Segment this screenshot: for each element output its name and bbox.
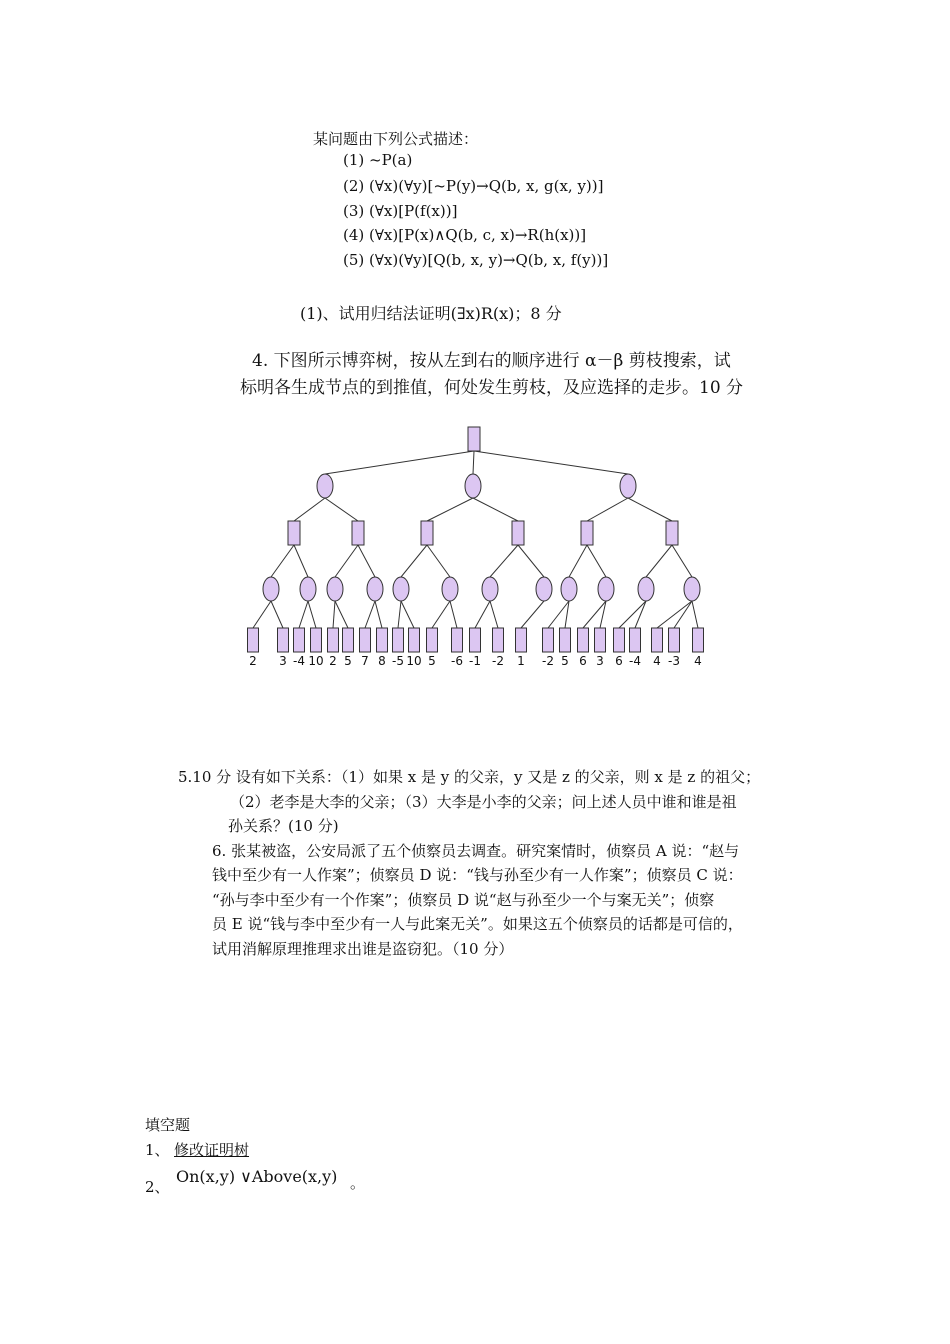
tree-edge — [271, 601, 283, 628]
leaf-value-label: 2 — [249, 654, 257, 668]
tree-edge — [569, 545, 587, 577]
leaf-node — [543, 628, 554, 652]
min-node — [327, 577, 343, 601]
game-tree-diagram — [0, 415, 950, 715]
leaf-value-label: 6 — [579, 654, 587, 668]
fill-blank-item-2-number: 2、 — [145, 1178, 170, 1196]
leaf-value-label: 10 — [406, 654, 422, 668]
fill-blank-item-2-formula: On(x,y) ∨Above(x,y) — [176, 1167, 338, 1186]
leaf-node — [328, 628, 339, 652]
min-node — [598, 577, 614, 601]
tree-edge — [521, 601, 544, 628]
tree-edge — [398, 601, 401, 628]
tree-edge — [299, 601, 308, 628]
tree-edge — [365, 601, 375, 628]
leaf-node — [452, 628, 463, 652]
leaf-value-label: -1 — [469, 654, 481, 668]
tree-edge — [427, 545, 450, 577]
leaf-value-label: 5 — [344, 654, 352, 668]
leaf-value-label: 6 — [615, 654, 623, 668]
leaf-node — [248, 628, 259, 652]
max-node — [512, 521, 524, 545]
min-node — [300, 577, 316, 601]
min-node — [684, 577, 700, 601]
min-node — [482, 577, 498, 601]
tree-edge — [450, 601, 457, 628]
q4-line-1: 4. 下图所示博弈树，按从左到右的顺序进行 α－β 剪枝搜索，试 — [252, 351, 731, 371]
formula-2: (2) (∀x)(∀y)[~P(y)→Q(b, x, g(x, y))] — [343, 177, 604, 195]
tree-edge — [475, 601, 490, 628]
leaf-value-label: -2 — [492, 654, 504, 668]
leaf-node — [294, 628, 305, 652]
leaf-value-label: -3 — [668, 654, 680, 668]
tree-edge — [401, 545, 427, 577]
q5-line-2: （2）老李是大李的父亲；（3）大李是小李的父亲；问上述人员中谁和谁是祖 — [230, 793, 737, 811]
min-node — [465, 474, 481, 498]
tree-edge — [401, 601, 414, 628]
min-node — [393, 577, 409, 601]
formula-5: (5) (∀x)(∀y)[Q(b, x, y)→Q(b, x, f(y))] — [343, 251, 609, 269]
fill-blank-title: 填空题 — [145, 1116, 191, 1134]
tree-edge — [587, 498, 628, 521]
leaf-node — [278, 628, 289, 652]
tree-edge — [619, 601, 646, 628]
formula-3: (3) (∀x)[P(f(x))] — [343, 202, 458, 220]
leaf-node — [630, 628, 641, 652]
leaf-node — [377, 628, 388, 652]
q3-intro: 某问题由下列公式描述： — [313, 130, 479, 148]
leaf-node — [652, 628, 663, 652]
tree-edge — [518, 545, 544, 577]
min-node — [561, 577, 577, 601]
leaf-node — [693, 628, 704, 652]
tree-edge — [294, 545, 308, 577]
leaf-value-label: 3 — [596, 654, 604, 668]
min-node — [263, 577, 279, 601]
tree-edge — [628, 498, 672, 521]
max-node — [421, 521, 433, 545]
leaf-value-label: -5 — [392, 654, 404, 668]
fill-blank-item-1-answer: 修改证明树 — [174, 1141, 250, 1159]
q5-line-3: 孙关系？(10 分) — [228, 817, 339, 835]
min-node — [442, 577, 458, 601]
leaf-node — [343, 628, 354, 652]
leaf-value-label: 4 — [694, 654, 702, 668]
q6-line-2: 钱中至少有一人作案”；侦察员 D 说：“钱与孙至少有一人作案”；侦察员 C 说： — [212, 866, 743, 884]
formula-4: (4) (∀x)[P(x)∧Q(b, c, x)→R(h(x))] — [343, 226, 587, 244]
tree-edge — [646, 545, 672, 577]
min-node — [638, 577, 654, 601]
tree-edge — [375, 601, 382, 628]
leaf-node — [409, 628, 420, 652]
leaf-value-label: 4 — [653, 654, 661, 668]
leaf-value-label: 3 — [279, 654, 287, 668]
leaf-value-label: 5 — [561, 654, 569, 668]
leaf-node — [578, 628, 589, 652]
tree-edge — [672, 545, 692, 577]
leaf-value-label: -2 — [542, 654, 554, 668]
min-node — [536, 577, 552, 601]
leaf-value-label: -4 — [629, 654, 641, 668]
tree-edge — [674, 601, 692, 628]
leaf-node — [614, 628, 625, 652]
q6-line-3: “孙与李中至少有一个作案”；侦察员 D 说“赵与孙至少一个与案无关”；侦察 — [212, 891, 715, 909]
tree-edge — [253, 601, 271, 628]
leaf-node — [493, 628, 504, 652]
leaf-value-label: 8 — [378, 654, 386, 668]
tree-edge — [335, 545, 358, 577]
leaf-value-label: 2 — [329, 654, 337, 668]
tree-edge — [474, 451, 628, 474]
max-node — [288, 521, 300, 545]
leaf-node — [311, 628, 322, 652]
leaf-node — [516, 628, 527, 652]
tree-edge — [335, 601, 348, 628]
leaf-node — [427, 628, 438, 652]
tree-edge — [325, 451, 474, 474]
tree-edge — [333, 601, 335, 628]
tree-edge — [490, 601, 498, 628]
max-node-root — [468, 427, 480, 451]
tree-edge — [490, 545, 518, 577]
leaf-node — [470, 628, 481, 652]
leaf-node — [393, 628, 404, 652]
leaf-value-label: -6 — [451, 654, 463, 668]
leaf-value-label: -4 — [293, 654, 305, 668]
max-node — [666, 521, 678, 545]
leaf-node — [669, 628, 680, 652]
min-node — [367, 577, 383, 601]
tree-edge — [271, 545, 294, 577]
max-node — [352, 521, 364, 545]
tree-edge — [432, 601, 450, 628]
leaf-value-label: 1 — [517, 654, 525, 668]
leaf-node — [595, 628, 606, 652]
tree-edge — [657, 601, 692, 628]
tree-edge — [308, 601, 316, 628]
q6-line-4: 员 E 说“钱与李中至少有一人与此案无关”。如果这五个侦察员的话都是可信的， — [212, 915, 743, 933]
leaf-node — [360, 628, 371, 652]
q6-line-5: 试用消解原理推理求出谁是盗窃犯。（10 分） — [212, 940, 514, 958]
q6-line-1: 6. 张某被盗，公安局派了五个侦察员去调查。研究案情时，侦察员 A 说：“赵与 — [212, 842, 740, 860]
min-node — [620, 474, 636, 498]
tree-edge — [325, 498, 358, 521]
tree-edge — [473, 498, 518, 521]
tree-edge — [427, 498, 473, 521]
formula-1: (1) ~P(a) — [343, 151, 413, 169]
leaf-value-label: 10 — [308, 654, 324, 668]
max-node — [581, 521, 593, 545]
q3-task: (1)、试用归结法证明(∃x)R(x)；8 分 — [300, 304, 562, 323]
q4-line-2: 标明各生成节点的到推值，何处发生剪枝，及应选择的走步。10 分 — [240, 378, 744, 398]
tree-edge — [473, 451, 474, 474]
q5-line-1: 5.10 分 设有如下关系：（1）如果 x 是 y 的父亲，y 又是 z 的父亲，则 x 是 z 的祖父； — [178, 768, 761, 786]
tree-edge — [294, 498, 325, 521]
leaf-value-label: 7 — [361, 654, 369, 668]
fill-blank-item-1-number: 1、 — [145, 1141, 170, 1159]
tree-edge — [358, 545, 375, 577]
fill-blank-item-2-period: 。 — [350, 1174, 366, 1192]
tree-edge — [692, 601, 698, 628]
tree-edge — [587, 545, 606, 577]
tree-edge — [635, 601, 646, 628]
leaf-node — [560, 628, 571, 652]
min-node — [317, 474, 333, 498]
leaf-value-label: 5 — [428, 654, 436, 668]
